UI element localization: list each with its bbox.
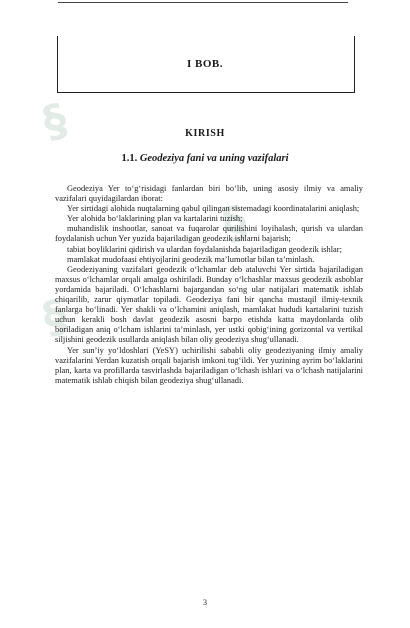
watermark-logo: §: [37, 94, 73, 149]
section-title: [0, 153, 410, 164]
section-number: 1.1.: [121, 153, 138, 164]
section-title-text: Geodeziya fani va uning vazifalari: [139, 153, 289, 164]
paragraph: Yer sirtidagi alohida nuqtalarning qabul qilingan sistemadagi koordinatalarini aniqlash;: [67, 204, 360, 214]
paragraph: muhandislik inshootlar, sanoat va fuqarolar qurilishini loyihalash, qurish va ulardan foydalanish uchun Yer yuzida bajariladigan geodezik ishlarni bajarish;: [55, 224, 363, 244]
top-rule: [58, 2, 348, 3]
watermark-logo: §: [217, 196, 253, 251]
watermark-logo: §: [37, 290, 73, 345]
paragraph: Geodeziya Yer to‘g‘risidagi fanlardan biri bo‘lib, uning asosiy ilmiy va amaliy vazifalari quyidagilardan iborat:: [55, 184, 363, 204]
paragraph: Yer alohida bo‘laklarining plan va kartalarini tuzish;: [67, 214, 243, 224]
page-number: 3: [203, 598, 207, 607]
paragraph: mamlakat mudofaasi ehtiyojlarini geodezik ma’lumotlar bilan ta’minlash.: [67, 254, 315, 264]
chapter-title: I BOB.: [186, 58, 223, 70]
heading: KIRISH: [185, 128, 225, 139]
chapter-rule: [57, 92, 355, 93]
paragraph: Yer sun’iy yo‘ldoshlari (YeSY) uchirilishi sababli oliy geodeziyaning ilmiy amaliy vazifalarini Yerdan kuzatish orqali bajarish imkoni tug‘ildi. Yer yuzining ayrim bo‘laklarini plan, karta va profillarda tasvirlashda bajariladigan o‘lchash ishlari va o‘lchash natijalarini matematik ishlab chiqish bilan geodeziya shug‘ullanadi.: [55, 345, 363, 385]
paragraph: tabiat boyliklarini qidirish va ulardan foydalanishda bajariladigan geodezik ishlar;: [67, 244, 342, 254]
paragraph: Geodeziyaning vazifalari geodezik o‘lchamlar deb ataluvchi Yer sirtida bajariladigan maxsus o‘lchamlar orqali amalga oshiriladi. Bunday o‘lchashlar maxsus geodezik asboblar yordamida bajariladi. O‘lchashlarni bajargandan so‘ng ular natijalari matematik ishlab chiqarilib, zarur qiymatlar topiladi. Geodeziya fani bir qancha mustaqil ilmiy-texnik fanlarga bo‘linadi. Yer shakli va o‘lchamini aniqlash, mamlakat hududi kartalarini tuzish uchun kerakli bosh davlat geodezik asosni barpo etishda katta maydonlarda olib boriladigan aniq o‘lcham ishlarini ta’minlash, yer ustki qobig‘ining gorizontal va vertikal siljishini geodezik usullarda aniqlash bilan oliy geodeziya shug‘ullanadi.: [55, 264, 363, 345]
body-text: [55, 184, 363, 386]
